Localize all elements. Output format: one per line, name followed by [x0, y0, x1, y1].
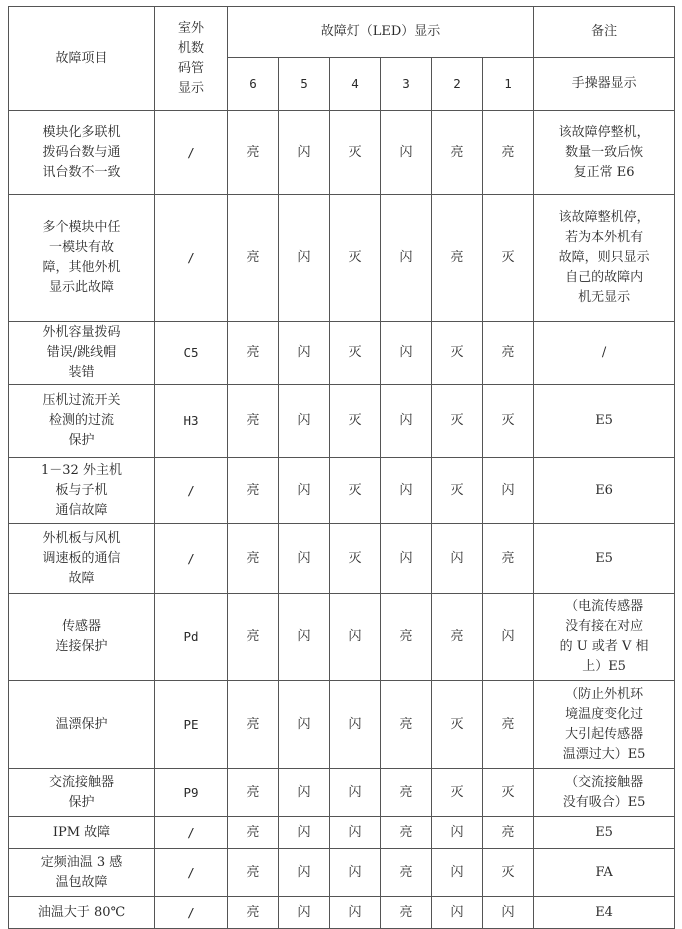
remark-cell: （电流传感器 没有接在对应 的 U 或者 V 相 上）E5: [534, 594, 675, 681]
led-status-cell: 闪: [330, 681, 381, 769]
led-status-cell: 灭: [330, 195, 381, 322]
led-status-cell: 灭: [330, 322, 381, 385]
remark-cell: E6: [534, 458, 675, 524]
remark-cell: （交流接触器 没有吸合）E5: [534, 769, 675, 817]
remark-cell: E5: [534, 385, 675, 458]
fault-code-table: [8, 6, 675, 929]
led-status-cell: 闪: [330, 849, 381, 897]
outdoor-code-cell: /: [155, 849, 228, 897]
led-status-cell: 闪: [279, 322, 330, 385]
remark-cell: E5: [534, 817, 675, 849]
led-status-cell: 闪: [279, 817, 330, 849]
led-status-cell: 闪: [279, 897, 330, 929]
led-status-cell: 亮: [381, 817, 432, 849]
header-led-4: 4: [330, 58, 381, 111]
fault-item-cell: 外机板与风机 调速板的通信 故障: [9, 524, 155, 594]
led-status-cell: 闪: [381, 195, 432, 322]
table-row: [9, 681, 675, 769]
led-status-cell: 灭: [483, 849, 534, 897]
led-status-cell: 亮: [381, 594, 432, 681]
led-status-cell: 亮: [483, 322, 534, 385]
led-status-cell: 灭: [330, 385, 381, 458]
table-row: [9, 195, 675, 322]
led-status-cell: 灭: [432, 322, 483, 385]
outdoor-code-cell: /: [155, 195, 228, 322]
outdoor-code-cell: /: [155, 524, 228, 594]
led-status-cell: 灭: [432, 769, 483, 817]
led-status-cell: 闪: [279, 195, 330, 322]
led-status-cell: 闪: [279, 849, 330, 897]
led-status-cell: 亮: [228, 385, 279, 458]
fault-item-cell: 1－32 外主机 板与子机 通信故障: [9, 458, 155, 524]
led-status-cell: 亮: [228, 524, 279, 594]
led-status-cell: 亮: [432, 594, 483, 681]
led-status-cell: 闪: [330, 769, 381, 817]
fault-item-cell: 压机过流开关 检测的过流 保护: [9, 385, 155, 458]
fault-item-cell: 外机容量拨码 错误/跳线帽 装错: [9, 322, 155, 385]
led-status-cell: 闪: [279, 681, 330, 769]
led-status-cell: 亮: [228, 769, 279, 817]
fault-item-cell: 定频油温 3 感 温包故障: [9, 849, 155, 897]
led-status-cell: 闪: [330, 817, 381, 849]
table-row: [9, 849, 675, 897]
remark-cell: E4: [534, 897, 675, 929]
led-status-cell: 闪: [432, 849, 483, 897]
led-status-cell: 灭: [330, 111, 381, 195]
led-status-cell: 亮: [432, 195, 483, 322]
header-controller-display: 手操器显示: [534, 58, 675, 111]
header-led-1: 1: [483, 58, 534, 111]
header-row-top: [9, 7, 675, 58]
header-led-5: 5: [279, 58, 330, 111]
led-status-cell: 灭: [432, 681, 483, 769]
led-status-cell: 灭: [483, 385, 534, 458]
fault-item-cell: IPM 故障: [9, 817, 155, 849]
outdoor-code-cell: P9: [155, 769, 228, 817]
outdoor-code-cell: /: [155, 458, 228, 524]
led-status-cell: 灭: [483, 195, 534, 322]
outdoor-code-cell: /: [155, 897, 228, 929]
led-status-cell: 闪: [483, 897, 534, 929]
remark-cell: FA: [534, 849, 675, 897]
table-row: [9, 385, 675, 458]
remark-cell: 该故障整机停， 若为本外机有 故障，则只显示 自己的故障内 机无显示: [534, 195, 675, 322]
led-status-cell: 亮: [228, 195, 279, 322]
led-status-cell: 灭: [432, 385, 483, 458]
header-led-2: 2: [432, 58, 483, 111]
led-status-cell: 亮: [228, 681, 279, 769]
led-status-cell: 灭: [483, 769, 534, 817]
led-status-cell: 闪: [381, 322, 432, 385]
led-status-cell: 灭: [330, 458, 381, 524]
remark-cell: /: [534, 322, 675, 385]
led-status-cell: 闪: [279, 111, 330, 195]
led-status-cell: 亮: [381, 681, 432, 769]
led-status-cell: 灭: [330, 524, 381, 594]
table-row: [9, 111, 675, 195]
outdoor-code-cell: C5: [155, 322, 228, 385]
fault-item-cell: 传感器 连接保护: [9, 594, 155, 681]
remark-cell: E5: [534, 524, 675, 594]
remark-cell: 该故障停整机， 数量一致后恢 复正常 E6: [534, 111, 675, 195]
table-row: [9, 897, 675, 929]
outdoor-code-cell: /: [155, 111, 228, 195]
led-status-cell: 灭: [432, 458, 483, 524]
led-status-cell: 亮: [228, 322, 279, 385]
fault-item-cell: 温漂保护: [9, 681, 155, 769]
table-row: [9, 524, 675, 594]
led-status-cell: 闪: [381, 458, 432, 524]
fault-item-cell: 交流接触器 保护: [9, 769, 155, 817]
led-status-cell: 闪: [279, 385, 330, 458]
led-status-cell: 闪: [381, 524, 432, 594]
header-remarks: 备注: [534, 7, 675, 58]
led-status-cell: 闪: [432, 897, 483, 929]
led-status-cell: 亮: [483, 524, 534, 594]
led-status-cell: 闪: [381, 385, 432, 458]
led-status-cell: 亮: [228, 111, 279, 195]
led-status-cell: 闪: [279, 594, 330, 681]
led-status-cell: 闪: [381, 111, 432, 195]
outdoor-code-cell: H3: [155, 385, 228, 458]
led-status-cell: 亮: [381, 849, 432, 897]
led-status-cell: 亮: [228, 458, 279, 524]
led-status-cell: 闪: [483, 594, 534, 681]
table-row: [9, 817, 675, 849]
led-status-cell: 闪: [279, 458, 330, 524]
header-outdoor-display: 室外 机数 码管 显示: [155, 7, 228, 111]
header-fault-item: 故障项目: [9, 7, 155, 111]
led-status-cell: 闪: [483, 458, 534, 524]
fault-item-cell: 多个模块中任 一模块有故 障，其他外机 显示此故障: [9, 195, 155, 322]
led-status-cell: 亮: [381, 769, 432, 817]
fault-item-cell: 模块化多联机 拨码台数与通 讯台数不一致: [9, 111, 155, 195]
outdoor-code-cell: Pd: [155, 594, 228, 681]
table-row: [9, 594, 675, 681]
led-status-cell: 闪: [330, 594, 381, 681]
table-row: [9, 769, 675, 817]
fault-item-cell: 油温大于 80℃: [9, 897, 155, 929]
led-status-cell: 闪: [279, 769, 330, 817]
header-led-display: 故障灯（LED）显示: [228, 7, 534, 58]
outdoor-code-cell: PE: [155, 681, 228, 769]
led-status-cell: 亮: [432, 111, 483, 195]
led-status-cell: 闪: [330, 897, 381, 929]
led-status-cell: 闪: [279, 524, 330, 594]
led-status-cell: 闪: [432, 817, 483, 849]
header-led-3: 3: [381, 58, 432, 111]
led-status-cell: 亮: [483, 817, 534, 849]
remark-cell: （防止外机环 境温度变化过 大引起传感器 温漂过大）E5: [534, 681, 675, 769]
led-status-cell: 亮: [228, 817, 279, 849]
table-row: [9, 322, 675, 385]
led-status-cell: 亮: [483, 111, 534, 195]
led-status-cell: 亮: [483, 681, 534, 769]
led-status-cell: 亮: [228, 594, 279, 681]
table-row: [9, 458, 675, 524]
led-status-cell: 亮: [381, 897, 432, 929]
led-status-cell: 闪: [432, 524, 483, 594]
outdoor-code-cell: /: [155, 817, 228, 849]
led-status-cell: 亮: [228, 897, 279, 929]
led-status-cell: 亮: [228, 849, 279, 897]
header-led-6: 6: [228, 58, 279, 111]
